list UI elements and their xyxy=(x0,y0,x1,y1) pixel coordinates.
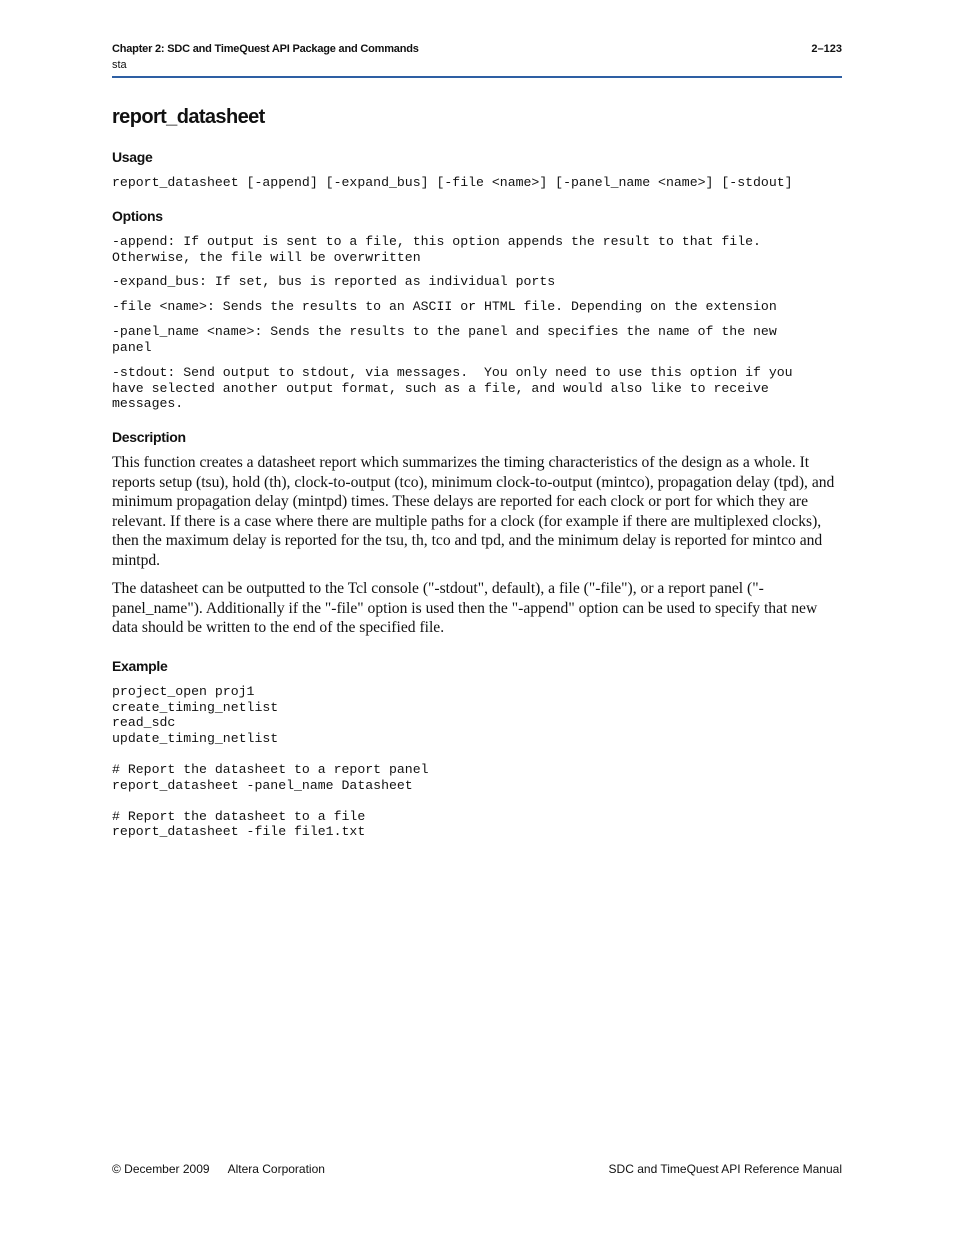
header-chapter: Chapter 2: SDC and TimeQuest API Package and Commands xyxy=(112,43,419,55)
footer-date: © December 2009 xyxy=(112,1162,210,1176)
header-section: sta xyxy=(112,59,127,71)
footer-company: Altera Corporation xyxy=(227,1162,325,1176)
option-file: -file <name>: Sends the results to an ASCII or HTML file. Depending on the extension xyxy=(112,299,777,314)
header-page-number: 2–123 xyxy=(811,43,842,55)
description-heading: Description xyxy=(112,429,186,445)
footer-manual-title: SDC and TimeQuest API Reference Manual xyxy=(608,1162,842,1176)
description-paragraph-1: This function creates a datasheet report which summarizes the timing characteristics of the design as a whole. It reports setup (tsu), hold (th), clock-to-output (tco), minimum clock-to-output (mintco), propagation delay (tpd), and minimum propagation delay (mintpd) times. These delays are reported for each clock or port for which they are relevant. If there is a case where there are multiple paths for a clock (for example if there are multiplexed clocks), then the maximum delay is reported for the tsu, th, tco and tpd, and the minimum delay is reported for mintco and mintpd. xyxy=(112,454,835,569)
option-expand-bus: -expand_bus: If set, bus is reported as individual ports xyxy=(112,274,556,289)
usage-syntax: report_datasheet [-append] [-expand_bus] [-file <name>] [-panel_name <name>] [-stdout] xyxy=(112,175,793,190)
description-paragraph-2: The datasheet can be outputted to the Tcl console ("-stdout", default), a file ("-file"), or a report panel ("-panel_name"). Additionally if the "-file" option is used then the "-append" option can be used to specify that new data should be written to the end of the specified file. xyxy=(112,580,818,637)
option-stdout: -stdout: Send output to stdout, via messages. You only need to use this option if you have selected another output format, such as a file, and would also like to receive messages. xyxy=(112,365,793,412)
example-code: project_open proj1 create_timing_netlist read_sdc update_timing_netlist # Report the datasheet to a report panel report_datasheet -panel_name Datasheet # Report the datasheet to a file report_datasheet -file file1.txt xyxy=(112,684,429,840)
usage-heading: Usage xyxy=(112,149,153,165)
option-append: -append: If output is sent to a file, this option appends the result to that file. Otherwise, the file will be overwritten xyxy=(112,234,761,265)
example-heading: Example xyxy=(112,658,168,674)
footer-left xyxy=(112,1162,325,1176)
option-panel-name: -panel_name <name>: Sends the results to the panel and specifies the name of the new panel xyxy=(112,324,777,355)
options-heading: Options xyxy=(112,208,163,224)
header-divider xyxy=(112,76,842,78)
page-title: report_datasheet xyxy=(112,106,265,128)
